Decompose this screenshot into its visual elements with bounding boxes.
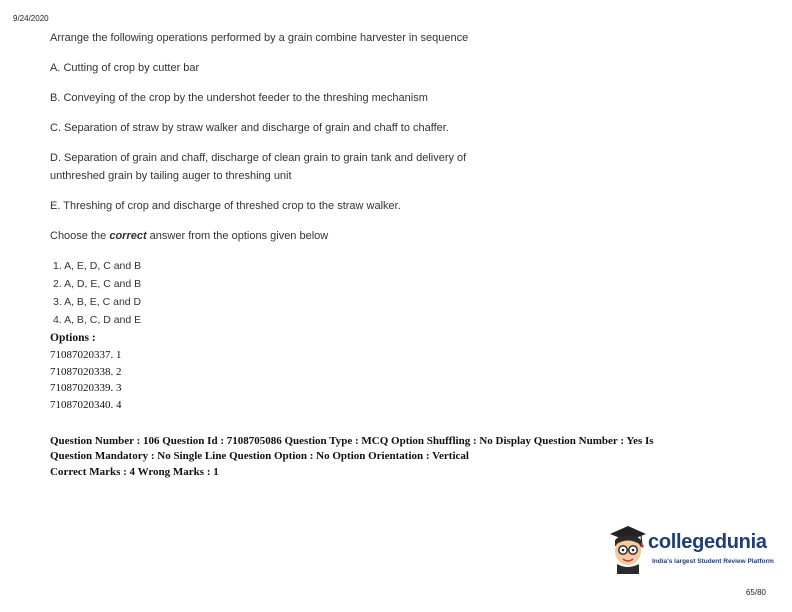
choose-post: answer from the options given below xyxy=(146,230,329,242)
logo-tagline: India's largest Student Review Platform xyxy=(652,558,774,565)
option-id-2: 71087020338. 2 xyxy=(50,366,122,378)
choice-3: 3. A, B, E, C and D xyxy=(53,296,142,308)
options-heading: Options : xyxy=(50,332,96,344)
option-id-3: 71087020339. 3 xyxy=(50,382,122,394)
question-prompt: Arrange the following operations performed by a grain combine harvester in sequence xyxy=(50,32,469,44)
statement-c: C. Separation of straw by straw walker and discharge of grain and chaff to chaffer. xyxy=(50,122,449,134)
statement-e: E. Threshing of crop and discharge of threshed crop to the straw walker. xyxy=(50,200,401,212)
statement-d-line1: D. Separation of grain and chaff, discharge of clean grain to grain tank and delivery of xyxy=(50,152,467,164)
choose-pre: Choose the xyxy=(50,230,110,242)
statement-d-line2: unthreshed grain by tailing auger to threshing unit xyxy=(50,170,292,182)
statement-a: A. Cutting of crop by cutter bar xyxy=(50,62,200,74)
page-number: 65/80 xyxy=(745,588,766,597)
option-id-1: 71087020337. 1 xyxy=(50,349,122,361)
mascot-icon xyxy=(606,524,650,574)
collegedunia-logo xyxy=(606,524,772,574)
choose-instruction xyxy=(50,228,328,245)
choice-2: 2. A, D, E, C and B xyxy=(53,278,142,290)
print-date: 9/24/2020 xyxy=(13,14,49,23)
choice-1: 1. A, E, D, C and B xyxy=(53,260,142,272)
statement-b: B. Conveying of the crop by the undershot feeder to the threshing mechanism xyxy=(50,92,428,104)
question-meta-line1: Question Number : 106 Question Id : 7108705086 Question Type : MCQ Option Shuffling : No Display Question Number : Yes Is xyxy=(50,435,654,447)
question-meta-line3: Correct Marks : 4 Wrong Marks : 1 xyxy=(50,466,219,478)
logo-brand-text: collegedunia xyxy=(648,531,767,553)
option-id-4: 71087020340. 4 xyxy=(50,399,122,411)
choice-4: 4. A, B, C, D and E xyxy=(53,314,142,326)
choose-emphasis: correct xyxy=(109,230,147,242)
question-meta-line2: Question Mandatory : No Single Line Question Option : No Option Orientation : Vertical xyxy=(50,450,469,462)
